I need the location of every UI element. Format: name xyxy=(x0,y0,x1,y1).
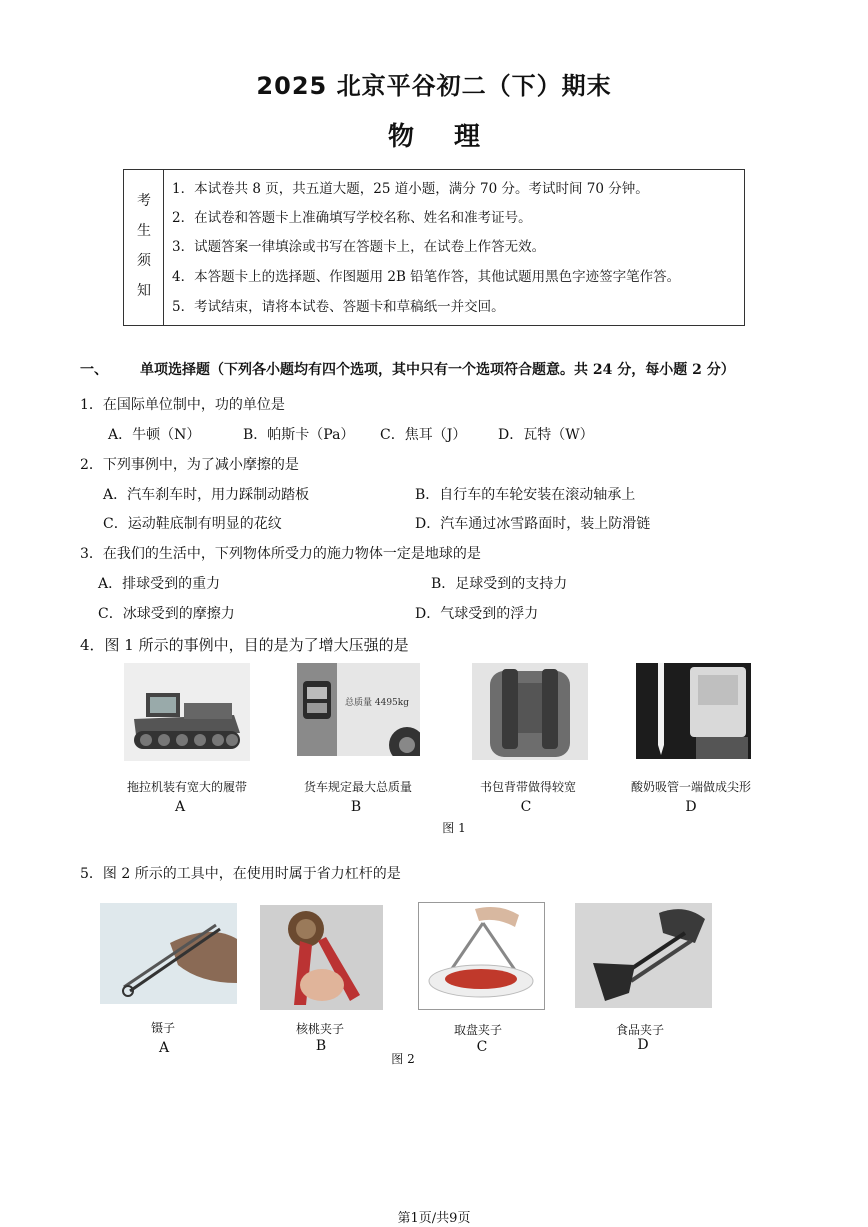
page-title: 2025 北京平谷初二（下）期末 xyxy=(256,72,612,100)
option-letter: A xyxy=(158,1040,170,1056)
figure-caption: 取盘夹子 xyxy=(453,1023,502,1037)
option-letter: D xyxy=(637,1037,649,1053)
figure-caption: 酸奶吸管一端做成尖形 xyxy=(630,780,751,794)
option: B．自行车的车轮安装在滚动轴承上 xyxy=(415,487,636,503)
option-letter: D xyxy=(685,799,697,815)
tractor-image xyxy=(124,663,250,761)
food-tongs-image xyxy=(575,903,712,1008)
option: A．排球受到的重力 xyxy=(98,576,221,592)
yogurt-straw-image xyxy=(636,663,751,759)
page-number: 第1页/共9页 xyxy=(397,1211,471,1226)
option: B．帕斯卡（Pa） xyxy=(243,427,355,443)
backpack-image xyxy=(472,663,588,760)
figure-label: 图 2 xyxy=(391,1052,415,1066)
option: D．瓦特（W） xyxy=(498,427,594,443)
option: C．冰球受到的摩擦力 xyxy=(98,606,235,622)
notice-line: 3．试题答案一律填涂或书写在答题卡上，在试卷上作答无效。 xyxy=(172,239,546,255)
option: B．足球受到的支持力 xyxy=(431,576,568,592)
tweezers-image xyxy=(100,903,237,1004)
notice-label-char: 生 xyxy=(137,223,151,239)
notice-label-char: 考 xyxy=(137,193,151,209)
notice-line: 4．本答题卡上的选择题、作图题用 2B 铅笔作答，其他试题用黑色字迹签字笔作答。 xyxy=(172,269,681,285)
question-stem: 1．在国际单位制中，功的单位是 xyxy=(80,397,285,413)
figure-caption: 核桃夹子 xyxy=(295,1022,344,1036)
notice-line: 1．本试卷共 8 页，共五道大题，25 道小题，满分 70 分。考试时间 70 分钟。 xyxy=(172,181,649,197)
figure-caption: 书包背带做得较宽 xyxy=(479,780,576,794)
notice-line: 5．考试结束，请将本试卷、答题卡和草稿纸一并交回。 xyxy=(172,299,505,315)
option: D．汽车通过冰雪路面时，装上防滑链 xyxy=(415,516,651,532)
notice-label xyxy=(124,170,164,325)
figure-label: 图 1 xyxy=(442,821,466,835)
notice-label-char: 须 xyxy=(137,253,151,269)
figure-caption: 食品夹子 xyxy=(615,1023,664,1037)
truck-image xyxy=(297,663,420,756)
figure-caption: 货车规定最大总质量 xyxy=(303,780,412,794)
option-letter: A xyxy=(174,799,186,815)
subject-title: 物理 xyxy=(387,122,520,152)
exam-notice-box xyxy=(123,169,745,326)
option: A．牛顿（N） xyxy=(108,427,201,443)
notice-line: 2．在试卷和答题卡上准确填写学校名称、姓名和准考证号。 xyxy=(172,210,532,226)
option-letter: C xyxy=(476,1039,488,1055)
option-letter: C xyxy=(520,799,532,815)
option: D．气球受到的浮力 xyxy=(415,606,539,622)
option-letter: B xyxy=(350,799,362,815)
question-stem: 2．下列事例中，为了减小摩擦的是 xyxy=(80,457,299,473)
option: C．焦耳（J） xyxy=(380,427,467,443)
section-number: 一、 xyxy=(80,362,108,378)
truck-plate-text: 总质量 4495kg xyxy=(345,698,409,708)
option: C．运动鞋底制有明显的花纹 xyxy=(103,516,282,532)
question-stem: 5．图 2 所示的工具中，在使用时属于省力杠杆的是 xyxy=(80,866,401,882)
section-title: 单项选择题（下列各小题均有四个选项，其中只有一个选项符合题意。共 24 分，每小题 2 分） xyxy=(140,362,735,378)
question-stem: 4．图 1 所示的事例中，目的是为了增大压强的是 xyxy=(80,636,409,654)
figure-caption: 镊子 xyxy=(150,1021,175,1035)
figure-caption: 拖拉机装有宽大的履带 xyxy=(126,780,247,794)
plate-clamp-image xyxy=(418,902,545,1010)
option-letter: B xyxy=(315,1038,327,1054)
option: A．汽车刹车时，用力踩制动踏板 xyxy=(103,487,310,503)
nutcracker-image xyxy=(260,905,383,1010)
question-stem: 3．在我们的生活中，下列物体所受力的施力物体一定是地球的是 xyxy=(80,546,481,562)
notice-label-char: 知 xyxy=(137,283,151,299)
